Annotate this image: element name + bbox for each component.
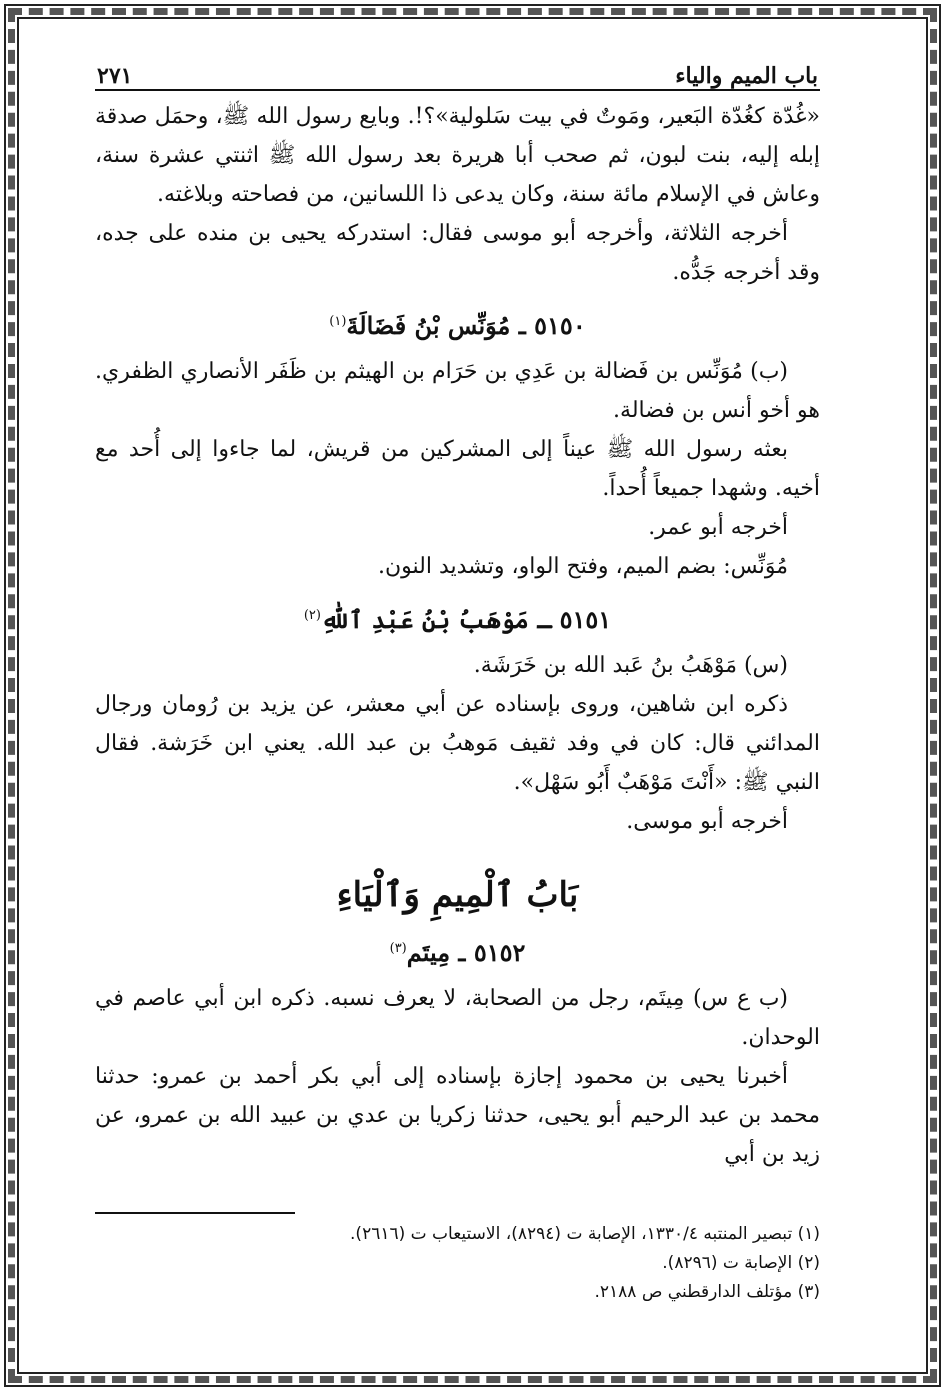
footnote-ref: (١)	[329, 314, 347, 329]
entry-title-text: ٥١٥٢ ـ مِيتَم	[406, 938, 526, 967]
entry-title-5150	[95, 298, 820, 350]
footnote-separator	[95, 1212, 295, 1214]
body-paragraph: أخرجه الثلاثة، وأخرجه أبو موسى فقال: استدركه يحيى بن منده على جده، وقد أخرجه جَدُّه.	[95, 221, 820, 285]
entry-title-5151	[95, 592, 820, 644]
body-paragraph: «غُدّة كغُدّة البَعير، ومَوتٌ في بيت سَلولية»؟!. وبايع رسول الله ﷺ، وحمَل صدقة إبله إليه، بنت لبون، ثم صحب أبا هريرة بعد رسول الله ﷺ اثنتي عشرة سنة، وعاش في الإسلام مائة سنة، وكان يدعى ذا اللسانين، من فصاحته وبلاغته.	[95, 104, 820, 207]
entry-paragraph: (ب ع س) مِيتَم، رجل من الصحابة، لا يعرف نسبه. ذكره ابن أبي عاصم في الوحدان.	[95, 986, 820, 1050]
footnote: (١) تبصير المنتبه ١٣٣٠/٤، الإصابة ت (٨٢٩٤)، الاستيعاب ت (٢٦١٦).	[350, 1224, 820, 1244]
chapter-title: بَابُ ٱلْمِيمِ وَٱلْيَاءِ	[336, 875, 579, 915]
entry-paragraph: أخرجه أبو موسى.	[626, 809, 788, 834]
entry-paragraph: أخبرنا يحيى بن محمود إجازة بإسناده إلى أبي بكر أحمد بن عمرو: حدثنا محمد بن عبد الرحيم أبو يحيى، حدثنا زكريا بن عدي بن عبيد الله بن عمرو، عن زيد بن أبي	[95, 1064, 820, 1167]
entry-paragraph: بعثه رسول الله ﷺ عيناً إلى المشركين من قريش، لما جاءوا إلى أُحد مع أخيه. وشهدا جميعاً أُحداً.	[95, 437, 820, 501]
page-header	[95, 55, 820, 91]
footnote-ref: (٢)	[303, 608, 321, 623]
page-content	[95, 55, 820, 1307]
running-head: باب الميم والياء	[675, 63, 818, 89]
entry-paragraph: (س) مَوْهَبُ بنُ عَبد الله بن خَرَشَة.	[473, 653, 788, 678]
entry-title-text: ٥١٥١ ـ مَوْهَبُ بْنُ عَبْدِ ٱللّٰهِ	[320, 605, 612, 634]
entry-paragraph: أخرجه أبو عمر.	[648, 515, 788, 540]
entry-paragraph: (ب) مُوَنِّس بن فَضالة بن عَدِي بن حَرَام بن الهيثم بن ظَفَر الأنصاري الظفري. هو أخو أنس بن فضالة.	[95, 359, 820, 423]
entry-title-text: ٥١٥٠ ـ مُوَنِّس بْنُ فَضَالَةَ	[346, 311, 586, 340]
page-number: ٢٧١	[97, 63, 133, 89]
footnote: (٣) مؤتلف الدارقطني ص ٢١٨٨.	[594, 1282, 820, 1302]
entry-paragraph: ذكره ابن شاهين، وروى بإسناده عن أبي معشر، عن يزيد بن رُومان ورجال المدائني قال: كان في وفد ثقيف مَوهبُ بن عبد الله. يعني ابن خَرَشة. فقال النبي ﷺ: «أَنْتَ مَوْهَبٌ أَبُو سَهْل».	[95, 692, 820, 795]
footnote: (٢) الإصابة ت (٨٢٩٦).	[662, 1253, 820, 1273]
entry-paragraph: مُوَنِّس: بضم الميم، وفتح الواو، وتشديد النون.	[377, 554, 788, 579]
entry-title-5152	[95, 925, 820, 977]
footnote-ref: (٣)	[389, 941, 407, 956]
